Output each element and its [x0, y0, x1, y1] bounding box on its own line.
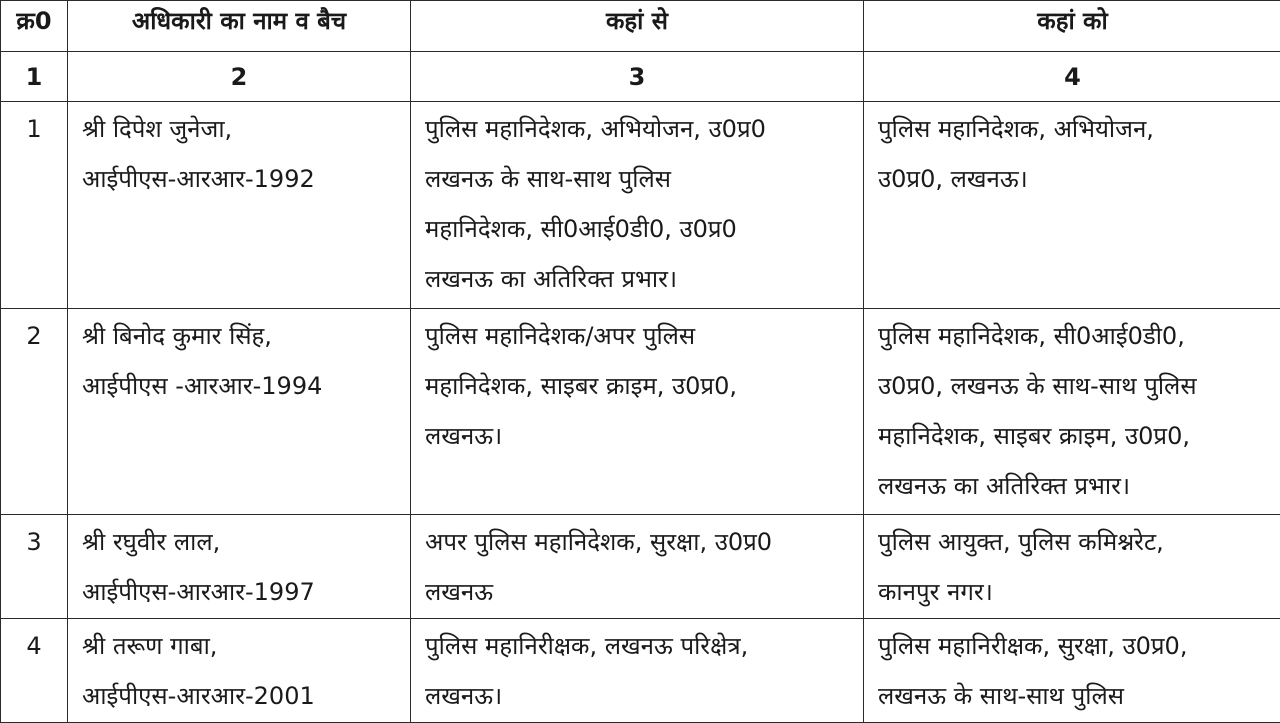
officer-cell	[68, 515, 411, 619]
officer-batch: आईपीएस-आरआर-1997	[82, 567, 404, 617]
to-line: पुलिस महानिदेशक, सी0आई0डी0,	[878, 311, 1275, 361]
to-cell	[864, 102, 1280, 309]
from-line: लखनऊ।	[425, 671, 857, 721]
officer-batch: आईपीएस -आरआर-1994	[82, 361, 404, 411]
officer-cell	[68, 619, 411, 723]
table-row	[1, 102, 1280, 309]
header-row	[1, 1, 1280, 52]
officer-name: श्री बिनोद कुमार सिंह,	[82, 311, 404, 361]
to-line: कानपुर नगर।	[878, 567, 1275, 617]
table-row	[1, 309, 1280, 515]
column-number: 2	[68, 52, 411, 102]
from-line: पुलिस महानिरीक्षक, लखनऊ परिक्षेत्र,	[425, 621, 857, 671]
table-row	[1, 619, 1280, 723]
to-line: लखनऊ का अतिरिक्त प्रभार।	[878, 461, 1275, 511]
to-line: पुलिस महानिरीक्षक, सुरक्षा, उ0प्र0,	[878, 621, 1275, 671]
table-row	[1, 515, 1280, 619]
officer-name: श्री रघुवीर लाल,	[82, 517, 404, 567]
from-line: लखनऊ का अतिरिक्त प्रभार।	[425, 254, 857, 304]
to-cell	[864, 515, 1280, 619]
to-line: लखनऊ के साथ-साथ पुलिस	[878, 671, 1275, 721]
from-cell	[411, 515, 864, 619]
serial-cell: 2	[1, 309, 68, 515]
officer-name: श्री तरूण गाबा,	[82, 621, 404, 671]
officer-cell	[68, 102, 411, 309]
to-line: पुलिस महानिदेशक, अभियोजन,	[878, 104, 1275, 154]
to-cell	[864, 619, 1280, 723]
from-line: महानिदेशक, साइबर क्राइम, उ0प्र0,	[425, 361, 857, 411]
from-line: अपर पुलिस महानिदेशक, सुरक्षा, उ0प्र0	[425, 517, 857, 567]
to-line: उ0प्र0, लखनऊ।	[878, 154, 1275, 204]
officer-name: श्री दिपेश जुनेजा,	[82, 104, 404, 154]
from-line: पुलिस महानिदेशक, अभियोजन, उ0प्र0	[425, 104, 857, 154]
to-line: महानिदेशक, साइबर क्राइम, उ0प्र0,	[878, 411, 1275, 461]
from-cell	[411, 309, 864, 515]
serial-cell: 3	[1, 515, 68, 619]
officer-batch: आईपीएस-आरआर-2001	[82, 671, 404, 721]
column-number-row	[1, 52, 1280, 102]
from-line: पुलिस महानिदेशक/अपर पुलिस	[425, 311, 857, 361]
officer-batch: आईपीएस-आरआर-1992	[82, 154, 404, 204]
to-line: पुलिस आयुक्त, पुलिस कमिश्नरेट,	[878, 517, 1275, 567]
column-number: 3	[411, 52, 864, 102]
column-number: 1	[1, 52, 68, 102]
from-line: लखनऊ।	[425, 411, 857, 461]
serial-cell: 1	[1, 102, 68, 309]
from-cell	[411, 102, 864, 309]
header-serial: क्र0	[1, 1, 68, 52]
officer-cell	[68, 309, 411, 515]
column-number: 4	[864, 52, 1280, 102]
from-line: लखनऊ के साथ-साथ पुलिस	[425, 154, 857, 204]
header-to: कहां को	[864, 1, 1280, 52]
from-line: लखनऊ	[425, 567, 857, 617]
serial-cell: 4	[1, 619, 68, 723]
header-officer-name-batch: अधिकारी का नाम व बैच	[68, 1, 411, 52]
to-cell	[864, 309, 1280, 515]
from-cell	[411, 619, 864, 723]
header-from: कहां से	[411, 1, 864, 52]
from-line: महानिदेशक, सी0आई0डी0, उ0प्र0	[425, 204, 857, 254]
to-line: उ0प्र0, लखनऊ के साथ-साथ पुलिस	[878, 361, 1275, 411]
